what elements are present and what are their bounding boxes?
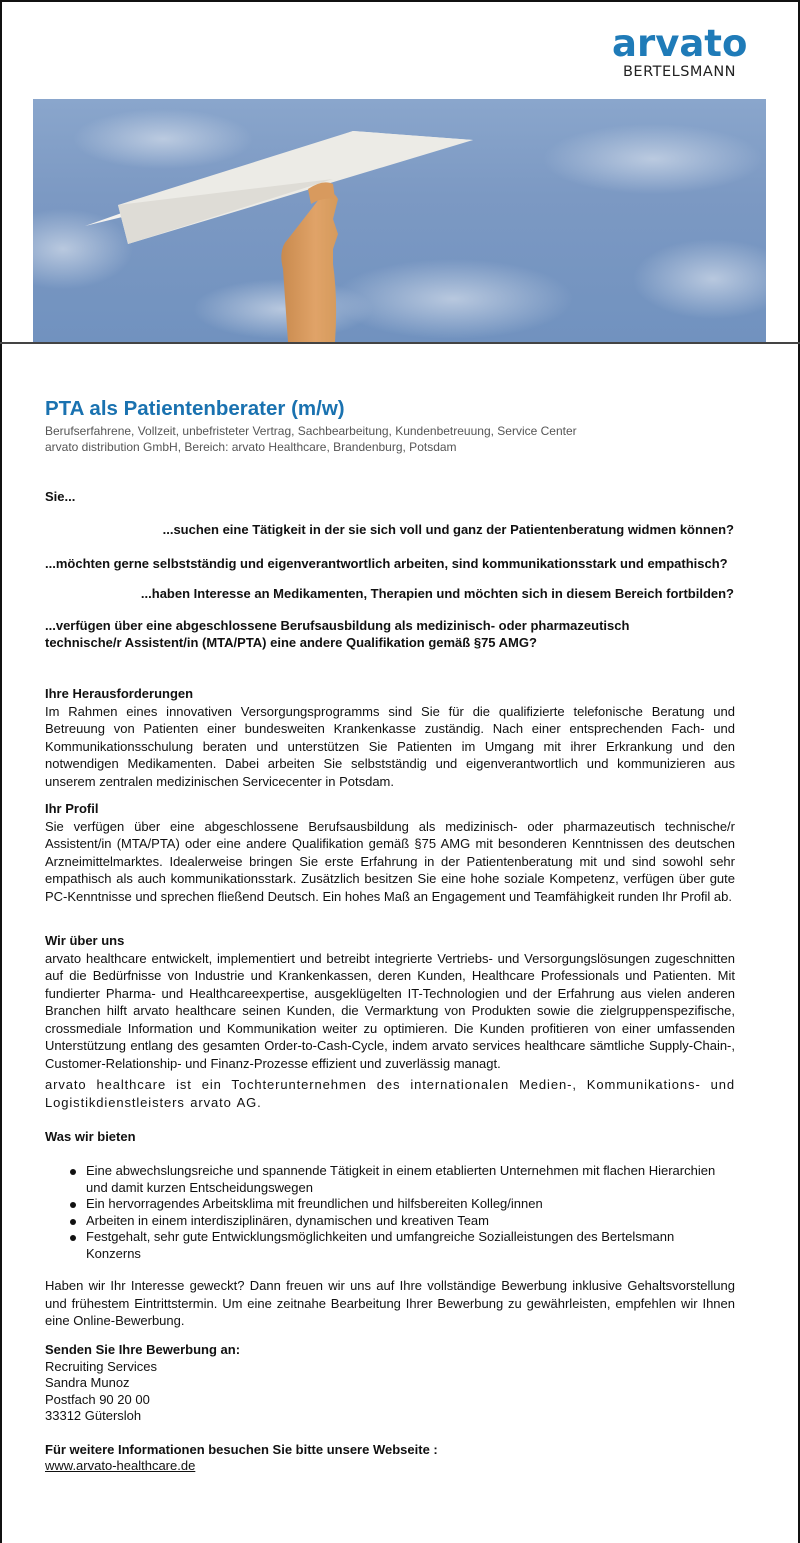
contact-block (45, 1342, 438, 1475)
bullet-icon (70, 1202, 76, 1208)
list-item-text: Festgehalt, sehr gute Entwicklungsmöglichkeiten und umfangreiche Sozialleistungen des Bertelsmann Konzerns (86, 1229, 675, 1261)
section-text: arvato healthcare ist ein Tochterunternehmen des internationalen Medien-, Kommunikations- und Logistikdienstleisters arvato AG. (45, 1077, 735, 1110)
intro-question-4: ...verfügen über eine abgeschlossene Berufsausbildung als medizinisch- oder pharmazeutisch technische/r Assistent/in (MTA/PTA) eine andere Qualifikation gemäß §75 AMG? (45, 618, 630, 650)
info-heading: Für weitere Informationen besuchen Sie bitte unsere Webseite : (45, 1441, 438, 1457)
section-text: Im Rahmen eines innovativen Versorgungsprogramms sind Sie für die qualifizierte telefonische Beratung und Betreuung von Patienten einer bundesweiten Krankenkasse zuständig. Nach einer entsprechenden Fach- und Kommunikationsschulung beraten und unterstützen Sie Patienten im Umgang mit ihrer Erkrankung und den notwendigen Medikamenten. Dabei arbeiten Sie selbstständig und eigenverantwortlich und kommunizieren aus unserem zentralen medizinischen Servicecenter in Potsdam. (45, 703, 735, 789)
intro-question-3: ...haben Interesse an Medikamenten, Therapien und möchten sich in diesem Bereich fortbilden? (140, 586, 734, 601)
website-link[interactable]: www.arvato-healthcare.de (45, 1458, 196, 1473)
section-closing (45, 1277, 735, 1330)
section-bieten (45, 1128, 735, 1146)
list-item (70, 1213, 730, 1230)
list-item-text: Arbeiten in einem interdisziplinären, dynamischen und kreativen Team (86, 1212, 489, 1228)
section-ueber-uns-subsidiary (45, 1076, 735, 1111)
arvato-logo (612, 22, 748, 80)
intro-sie: Sie... (45, 489, 76, 504)
logo-brand: arvato (612, 22, 748, 65)
contact-line: Recruiting Services (45, 1358, 157, 1374)
list-item (70, 1163, 730, 1196)
section-heading: Wir über uns (45, 933, 125, 948)
section-ueber-uns (45, 932, 735, 1072)
section-text: Sie verfügen über eine abgeschlossene Berufsausbildung als medizinisch- oder pharmazeutisch technische/r Assistent/in (MTA/PTA) oder eine andere Qualifikation gemäß §75 AMG mit besonderen Kenntnissen des deutschen Arzneimittelmarktes. Idealerweise bringen Sie erste Erfahrung in der Patientenberatung mit und sind sowohl sehr empathisch als auch kommunikationsstark. Zusätzlich besitzen Sie eine hohe soziale Kompetenz, verfügen über gute PC-Kenntnisse und sprechen fließend Deutsch. Ein hohes Maß an Engagement und Teamfähigkeit runden Ihr Profil ab. (45, 818, 735, 904)
contact-line: Postfach 90 20 00 (45, 1391, 150, 1407)
bullet-icon (70, 1219, 76, 1225)
benefits-list (70, 1163, 730, 1262)
header-divider (0, 342, 800, 344)
intro-question-1: ...suchen eine Tätigkeit in der sie sich voll und ganz der Patientenberatung widmen können? (162, 522, 734, 537)
contact-heading: Senden Sie Ihre Bewerbung an: (45, 1342, 241, 1357)
job-title: PTA als Patientenberater (m/w) (45, 397, 345, 420)
list-item (70, 1196, 730, 1213)
section-heading: Ihre Herausforderungen (45, 686, 194, 701)
intro-question-2: ...möchten gerne selbstständig und eigenverantwortlich arbeiten, sind kommunikationsstark und empathisch? (45, 556, 728, 571)
contact-line: Sandra Munoz (45, 1375, 130, 1390)
list-item (70, 1229, 730, 1262)
list-item-text: Eine abwechslungsreiche und spannende Tätigkeit in einem etablierten Unternehmen mit flachen Hierarchien und damit kurzen Entscheidungswegen (86, 1163, 716, 1195)
logo-subtitle: BERTELSMANN (622, 64, 737, 80)
section-heading: Was wir bieten (45, 1129, 136, 1144)
paper-airplane-hand-illustration (33, 99, 766, 342)
job-meta-line2: arvato distribution GmbH, Bereich: arvato Healthcare, Brandenburg, Potsdam (45, 440, 457, 454)
list-item-text: Ein hervorragendes Arbeitsklima mit freundlichen und hilfsbereiten Kolleg/innen (86, 1196, 543, 1211)
section-heading: Ihr Profil (45, 801, 99, 816)
job-meta-line1: Berufserfahrene, Vollzeit, unbefristeter Vertrag, Sachbearbeitung, Kundenbetreuung, Service Center (45, 424, 577, 438)
section-profil (45, 800, 735, 905)
contact-line: 33312 Gütersloh (45, 1408, 142, 1423)
closing-text: Haben wir Ihr Interesse geweckt? Dann freuen wir uns auf Ihre vollständige Bewerbung inklusive Gehaltsvorstellung und frühestem Eintrittstermin. Um eine zeitnahe Bearbeitung Ihrer Bewerbung zu gewährleisten, empfehlen wir Ihnen eine Online-Bewerbung. (45, 1278, 735, 1328)
bullet-icon (70, 1235, 76, 1241)
section-herausforderungen (45, 685, 735, 790)
section-text: arvato healthcare entwickelt, implementiert und betreibt integrierte Vertriebs- und Versorgungslösungen zugeschnitten auf die Bedürfnisse von Industrie und Krankenkassen, deren Kunden, Healthcare Professionals und Patienten. Mit fundierter Pharma- und Healthcareexpertise, ausgeklügelten IT-Technologien und der Erfahrung aus vielen anderen Branchen hilft arvato healthcare seinen Kunden, die Vermarktung von Produkten sowie die zielgruppenspezifische, crossmediale Information und Kommunikation weiter zu optimieren. Die Kunden profitieren von einer umfassenden Unterstützung entlang des gesamten Order-to-Cash-Cycle, indem arvato services healthcare sämtliche Supply-Chain-, Customer-Relationship- und Finanz-Prozesse effizient und zuverlässig managt. (45, 950, 735, 1071)
banner-image (33, 99, 766, 342)
job-header (45, 395, 735, 455)
bullet-icon (70, 1169, 76, 1175)
